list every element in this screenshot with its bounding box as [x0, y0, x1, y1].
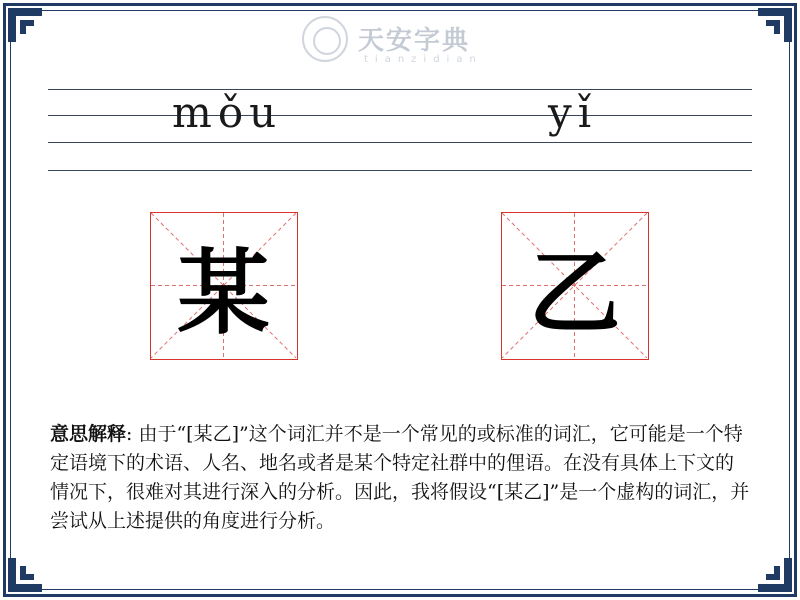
hanzi-character: 乙 — [528, 238, 621, 347]
character-grid — [150, 212, 298, 360]
brand-name: 天安字典 — [358, 26, 471, 56]
brand-subtitle: tianzidian — [364, 54, 483, 65]
corner-ornament-icon — [6, 556, 44, 594]
corner-ornament-icon — [756, 556, 794, 594]
pinyin-rule — [48, 170, 752, 171]
corner-ornament-icon — [6, 6, 44, 44]
pinyin-rule — [48, 115, 752, 116]
definition-text: : 由于“[某乙]”这个词汇并不是一个常见的或标准的词汇，它可能是一个特定语境下的术语、人名、地名或者是某个特定社群中的俚语。在没有具体上下文的情况下，很难对其进行深入的分析。因此，我将假设“[某乙]”是一个虚构的词汇，并尝试从上述提供的角度进行分析。 — [50, 423, 750, 532]
hanzi-character: 某 — [177, 238, 270, 347]
brand-logo — [302, 14, 502, 70]
pinyin-rule — [48, 89, 752, 90]
character-grid — [501, 212, 649, 360]
pinyin-syllable: yǐ — [548, 88, 598, 137]
pinyin-rule — [48, 142, 752, 143]
pinyin-syllable: mǒu — [172, 88, 283, 137]
definition-paragraph — [50, 420, 750, 536]
corner-ornament-icon — [756, 6, 794, 44]
definition-label: 意思解释 — [50, 423, 127, 445]
seal-icon — [302, 16, 348, 62]
